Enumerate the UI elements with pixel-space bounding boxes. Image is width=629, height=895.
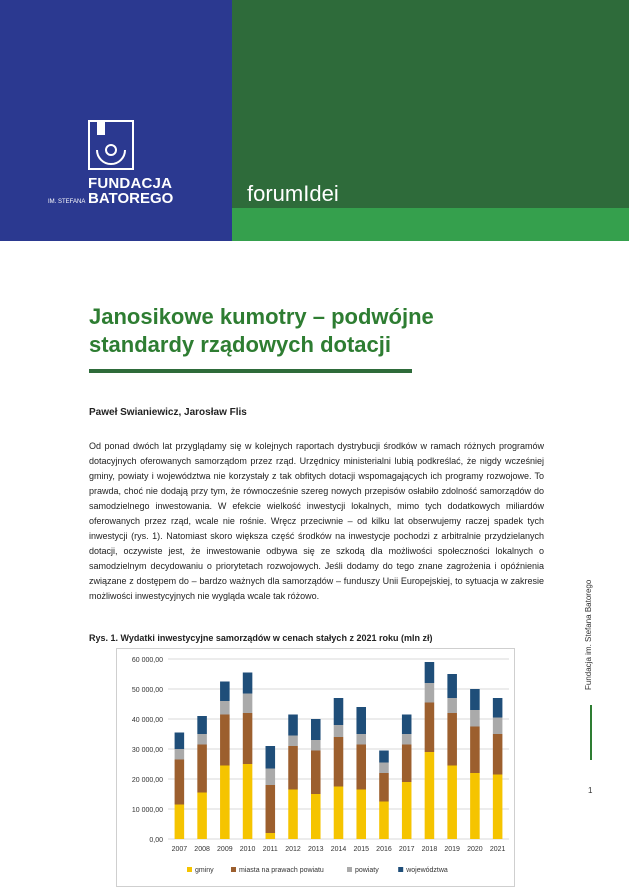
bar-segment [447,766,457,840]
bar-segment [493,698,503,718]
legend-swatch [187,867,192,872]
bar-segment [425,662,435,683]
bar-segment [356,790,366,840]
bar-segment [311,751,321,795]
bar-segment [243,764,253,839]
bar-segment [197,745,207,793]
bar-segment [356,734,366,745]
brand-name: forumIdei [247,181,339,206]
bar-segment [379,802,389,840]
x-tick-label: 2009 [217,846,233,853]
x-tick-label: 2016 [376,846,392,853]
bar-segment [334,737,344,787]
x-tick-label: 2019 [444,846,460,853]
bar-segment [243,694,253,714]
page-number: 1 [588,786,593,795]
logo-text-line2: BATOREGO [88,190,174,207]
bar-segment [447,698,457,713]
bar-segment [288,746,298,790]
logo-text-line1: FUNDACJA [88,175,173,192]
bar-segment [266,769,276,786]
bar-segment [175,749,185,760]
x-tick-label: 2017 [398,846,415,853]
x-tick-label: 2018 [421,846,438,853]
bar-segment [425,683,435,703]
x-tick-label: 2020 [467,846,483,853]
stacked-bar-chart [117,649,514,886]
bar-segment [243,713,253,764]
y-tick-label: 60 000,00 [131,657,163,664]
bar-segment [425,752,435,839]
bar-segment [356,745,366,790]
article-title: Janosikowe kumotry – podwójne standardy rządowych dotacji [89,304,434,357]
bar-segment [447,674,457,698]
header-green-panel [232,0,629,208]
x-tick-label: 2014 [330,846,347,853]
bar-segment [197,734,207,745]
bar-segment [402,745,412,783]
title-underline [89,369,412,373]
bar-segment [334,698,344,725]
x-tick-label: 2008 [194,846,210,853]
bar-segment [197,716,207,734]
bar-segment [379,763,389,774]
y-tick-label: 0,00 [149,837,163,844]
y-tick-label: 40 000,00 [131,717,163,724]
legend-label: województwa [406,867,448,874]
bar-segment [470,689,480,710]
x-tick-label: 2012 [285,846,301,853]
y-tick-label: 50 000,00 [131,687,163,694]
bar-segment [175,805,185,840]
bar-segment [288,715,298,736]
sidebar-line [590,705,592,760]
bar-segment [402,782,412,839]
x-tick-label: 2010 [239,846,256,853]
bar-segment [266,833,276,839]
bar-segment [288,736,298,747]
bar-segment [334,725,344,737]
bar-segment [493,775,503,840]
logo-small-text: IM. STEFANA [48,199,86,205]
bar-segment [447,713,457,766]
legend-swatch [347,867,352,872]
bar-segment [493,718,503,735]
bar-segment [220,701,230,715]
bar-segment [220,682,230,702]
foundation-logo [88,120,134,170]
bar-segment [470,773,480,839]
bar-segment [266,746,276,769]
bar-segment [175,760,185,805]
bar-segment [334,787,344,840]
bar-segment [379,751,389,763]
legend-label: powiaty [355,867,379,874]
article-body: Od ponad dwóch lat przyglądamy się w kolejnych raportach dystrybucji środków w ramach różnych programów dotacyjnych oferowanych samorządom przez rząd. Urzędnicy ministerialni lubią podkreślać, że nigdy wcześniej gminy, powiaty i województwa nie korzystały z tak obfitych dotacji wspomagających ich programy rozwojowe. To prawda, choć nie dodają przy tym, że równocześnie szereg nowych przepisów osłabiło zdolność samorządów do samodzielnego inwestowania. W efekcie wielkość inwestycji lokalnych, mimo tych dodatkowych miliardów oferowanych przez rząd, wcale nie rośnie. Wręcz przeciwnie – od kilku lat obserwujemy raczej spadek tych inwestycji (rys. 1). Natomiast skoro większa część środków na inwestycje pochodzi z arbitralnie przydzielanych dotacji, oczywiste jest, że inwestowanie odbywa się ze szkodą dla możliwości społeczności lokalnych o samodzielnym decydowaniu o priorytetach rozwojowych. Jeśli dodamy do tego znane zagrożenia i opóźnienia związane z dostępem do – bardzo ważnych dla samorządów – funduszy Unii Europejskiej, to sytuacja w zakresie możliwości inwestycyjnych nie wygląda wcale tak różowo. [89,441,544,601]
bar-segment [243,673,253,694]
x-tick-label: 2021 [489,846,506,853]
x-tick-label: 2013 [307,846,324,853]
header-green-band [232,208,629,241]
bar-segment [470,727,480,774]
bar-segment [311,719,321,740]
bar-segment [311,740,321,751]
legend-swatch [231,867,236,872]
figure-title: Rys. 1. Wydatki inwestycyjne samorządów w cenach stałych z 2021 roku (mln zł) [89,633,433,643]
bar-segment [379,773,389,802]
y-tick-label: 20 000,00 [131,777,163,784]
bar-segment [266,785,276,833]
bar-segment [288,790,298,840]
y-tick-label: 10 000,00 [131,807,163,814]
bar-segment [197,793,207,840]
bar-segment [311,794,321,839]
y-tick-label: 30 000,00 [131,747,163,754]
bar-segment [402,734,412,745]
sidebar-label: Fundacja im. Stefana Batorego [584,579,593,690]
legend-label: miasta na prawach powiatu [239,867,324,874]
legend-label: gminy [195,867,214,874]
bar-segment [220,715,230,766]
bar-segment [425,703,435,753]
chart-frame [116,648,515,887]
bar-segment [470,710,480,727]
legend-swatch [398,867,403,872]
bar-segment [175,733,185,750]
x-tick-label: 2015 [353,846,370,853]
bar-segment [402,715,412,735]
x-tick-label: 2007 [171,846,188,853]
article-authors: Paweł Swianiewicz, Jarosław Flis [89,407,247,418]
x-tick-label: 2011 [262,846,278,853]
bar-segment [220,766,230,840]
bar-segment [356,707,366,734]
bar-segment [493,734,503,775]
